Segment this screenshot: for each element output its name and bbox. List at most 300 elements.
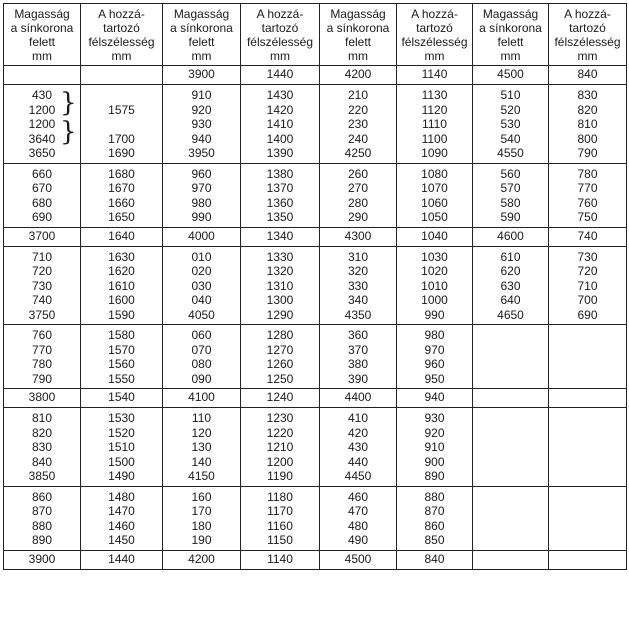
value: 330 — [347, 278, 369, 293]
brace-glyph: } — [60, 88, 77, 118]
height-cell: 4200 — [163, 550, 241, 569]
clearance-cell — [81, 85, 163, 164]
value: 940 — [191, 131, 212, 146]
table-row — [4, 227, 627, 246]
value: 010 — [191, 249, 212, 264]
value: 520 — [500, 102, 521, 117]
value: 610 — [500, 249, 521, 264]
value: 3850 — [28, 469, 56, 483]
value: 460 — [347, 489, 369, 504]
value: 1430 — [266, 88, 294, 102]
value: 1200 — [28, 102, 56, 117]
header-line: mm — [500, 49, 521, 63]
header-line: a sínkorona — [326, 21, 390, 35]
value: 1610 — [108, 278, 135, 293]
header-line: félszélesség — [246, 35, 314, 49]
value: 1480 — [108, 489, 135, 504]
value: 1180 — [267, 489, 293, 504]
value: 830 — [31, 440, 53, 454]
value: 1330 — [266, 249, 294, 264]
height-cell: 4400 — [320, 389, 397, 408]
clearance-cell — [241, 408, 320, 487]
height-cell: 4600 — [473, 227, 549, 246]
value: 130 — [191, 440, 212, 454]
table-row — [4, 246, 627, 325]
value: 1280 — [266, 328, 294, 342]
header-line: A hozzá- — [411, 7, 458, 21]
value: 4550 — [497, 146, 524, 160]
value: 1230 — [266, 411, 294, 425]
clearance-cell: 840 — [397, 550, 473, 569]
value: 1220 — [266, 425, 294, 440]
value: 920 — [424, 425, 445, 440]
clearance-cell: 1340 — [241, 227, 320, 246]
value: 180 — [191, 518, 212, 533]
value: 1360 — [266, 195, 294, 210]
header-line: mm — [111, 49, 132, 63]
value: 1600 — [108, 293, 135, 307]
height-cell: 3700 — [4, 227, 81, 246]
value: 1370 — [266, 181, 294, 195]
value: 370 — [347, 342, 369, 357]
table-row — [4, 486, 627, 550]
value: 320 — [347, 264, 369, 278]
value: 1000 — [421, 293, 448, 307]
value: 960 — [191, 166, 212, 181]
value: 1120 — [421, 102, 448, 117]
height-cell — [473, 550, 549, 569]
value: 1590 — [108, 307, 135, 322]
value: 1660 — [108, 195, 135, 210]
value: 1110 — [422, 117, 447, 131]
header-line: felett — [188, 35, 215, 49]
header-line: mm — [424, 49, 445, 63]
header-clearance — [241, 4, 320, 66]
clearance-cell — [241, 85, 320, 164]
value: 620 — [500, 264, 521, 278]
value: 430 } — [31, 88, 77, 118]
height-cell — [473, 246, 549, 325]
value: 820 — [577, 102, 598, 117]
header-line: a sínkorona — [479, 21, 542, 35]
header-line: a sínkorona — [10, 21, 74, 35]
value: 690 — [577, 307, 598, 322]
height-cell: 4200 — [320, 66, 397, 85]
height-cell — [163, 408, 241, 487]
value: 1490 — [108, 469, 135, 483]
header-line: tartozó — [416, 21, 453, 35]
value: 1550 — [108, 371, 135, 386]
header-clearance — [397, 4, 473, 66]
value: 1650 — [108, 210, 135, 224]
value: 1510 — [108, 440, 135, 454]
header-line: mm — [32, 49, 52, 63]
header-height — [473, 4, 549, 66]
clearance-cell — [241, 325, 320, 389]
clearance-cell — [397, 486, 473, 550]
value: 4050 — [188, 307, 215, 322]
header-line: Magasság — [173, 7, 230, 21]
value: 640 — [500, 293, 521, 307]
value: 4450 — [344, 469, 372, 483]
clearance-cell — [549, 246, 627, 325]
header-height — [4, 4, 81, 66]
value: 730 — [577, 249, 598, 264]
value: 160 — [191, 489, 212, 504]
value: 530 — [500, 117, 521, 131]
header-line: felett — [28, 35, 55, 49]
value: 4350 — [344, 307, 372, 322]
clearance-cell — [81, 486, 163, 550]
value: 1350 — [266, 210, 294, 224]
clearance-cell — [549, 325, 627, 389]
clearance-cell: 1140 — [397, 66, 473, 85]
value: 1460 — [108, 518, 135, 533]
value: 810 — [577, 117, 598, 131]
value: 1400 — [266, 131, 294, 146]
value: 1560 — [108, 357, 135, 371]
header-line: mm — [348, 49, 368, 63]
value: 1450 — [108, 533, 135, 547]
value: 1070 — [421, 181, 448, 195]
header-line: tartozó — [569, 21, 606, 35]
value: 930 — [191, 117, 212, 131]
value: 1150 — [267, 533, 293, 547]
clearance-cell: 1440 — [241, 66, 320, 85]
value: 510 — [500, 88, 521, 102]
value: 1310 — [266, 278, 294, 293]
clearance-cell — [241, 486, 320, 550]
clearance-cell: 940 — [397, 389, 473, 408]
value: 480 — [347, 518, 369, 533]
value: 1620 — [108, 264, 135, 278]
clearance-cell — [81, 325, 163, 389]
clearance-cell: 1440 — [81, 550, 163, 569]
header-line: mm — [577, 49, 598, 63]
value: 970 — [191, 181, 212, 195]
height-cell — [4, 486, 81, 550]
value: 1575 — [108, 102, 135, 117]
clearance-cell — [81, 408, 163, 487]
clearance-cell — [397, 163, 473, 227]
header-line: A hozzá- — [564, 7, 611, 21]
value: 720 — [577, 264, 598, 278]
value: 990 — [424, 307, 445, 322]
value: 680 — [31, 195, 53, 210]
value: 630 — [500, 278, 521, 293]
value: 170 — [191, 504, 212, 518]
value: 980 — [424, 328, 445, 342]
value: 210 — [347, 88, 369, 102]
value: 1050 — [421, 210, 448, 224]
value: 340 — [347, 293, 369, 307]
height-cell — [163, 246, 241, 325]
height-cell — [4, 66, 81, 85]
height-cell — [163, 85, 241, 164]
value: 1390 — [266, 146, 294, 160]
height-cell — [473, 163, 549, 227]
value: 820 — [31, 425, 53, 440]
brace-glyph: } — [60, 117, 77, 147]
height-cell: 4000 — [163, 227, 241, 246]
value: 230 — [347, 117, 369, 131]
value: 1210 — [266, 440, 294, 454]
value: 1030 — [421, 249, 448, 264]
value: 110 — [191, 411, 212, 425]
value: 890 — [31, 533, 53, 547]
clearance-cell — [397, 408, 473, 487]
height-cell — [320, 486, 397, 550]
value: 930 — [424, 411, 445, 425]
value: 570 — [500, 181, 521, 195]
value: 770 — [577, 181, 598, 195]
value: 710 — [577, 278, 598, 293]
value: 540 — [500, 131, 521, 146]
value: 1250 — [266, 371, 294, 386]
clearance-cell — [549, 389, 627, 408]
height-cell — [163, 325, 241, 389]
header-line: tartozó — [261, 21, 299, 35]
height-cell: 4300 — [320, 227, 397, 246]
value: 270 — [347, 181, 369, 195]
value: 770 — [31, 342, 53, 357]
value: 190 — [191, 533, 212, 547]
height-cell — [320, 246, 397, 325]
table-row — [4, 550, 627, 569]
value: 360 — [347, 328, 369, 342]
value: 020 — [191, 264, 212, 278]
value: 430 — [347, 440, 369, 454]
value: 1090 — [421, 146, 448, 160]
value: 1160 — [267, 518, 293, 533]
height-cell — [4, 325, 81, 389]
value: 780 — [31, 357, 53, 371]
value: 750 — [577, 210, 598, 224]
value: 060 — [191, 328, 212, 342]
clearance-cell: 1140 — [241, 550, 320, 569]
clearance-cell — [397, 246, 473, 325]
header-line: tartozó — [103, 21, 140, 35]
value: 1300 — [266, 293, 294, 307]
value: 120 — [191, 425, 212, 440]
value: 1530 — [108, 411, 135, 425]
header-height — [320, 4, 397, 66]
clearance-cell — [549, 486, 627, 550]
header-line: a sínkorona — [170, 21, 233, 35]
value: 1020 — [421, 264, 448, 278]
table-row — [4, 325, 627, 389]
value: 1700 — [108, 131, 135, 146]
value: 860 — [424, 518, 445, 533]
value: 090 — [191, 371, 212, 386]
height-cell: 4100 — [163, 389, 241, 408]
value: 1580 — [108, 328, 135, 342]
value: 490 — [347, 533, 369, 547]
header-line: félszélesség — [88, 35, 155, 49]
clearance-cell — [241, 163, 320, 227]
value: 1690 — [108, 146, 135, 160]
value: 280 — [347, 195, 369, 210]
header-clearance — [81, 4, 163, 66]
value: 670 — [31, 181, 53, 195]
value: 960 — [424, 357, 445, 371]
value: 880 — [424, 489, 445, 504]
value: 810 — [31, 411, 53, 425]
value: 3750 — [28, 307, 56, 322]
value: 420 — [347, 425, 369, 440]
value: 1260 — [266, 357, 294, 371]
value: 690 — [31, 210, 53, 224]
clearance-cell — [549, 163, 627, 227]
value: 800 — [577, 131, 598, 146]
clearance-cell — [81, 163, 163, 227]
height-cell — [163, 163, 241, 227]
height-cell — [4, 85, 81, 164]
value: 970 — [424, 342, 445, 357]
value: 1670 — [108, 181, 135, 195]
value: 1200 } — [28, 117, 77, 147]
height-cell — [320, 408, 397, 487]
value: 470 — [347, 504, 369, 518]
height-cell: 4500 — [473, 66, 549, 85]
header-line: félszélesség — [401, 35, 468, 49]
value: 890 — [424, 469, 445, 483]
value: 040 — [191, 293, 212, 307]
value: 920 — [191, 102, 212, 117]
value: 1500 — [108, 454, 135, 469]
clearance-cell — [549, 408, 627, 487]
value: 390 — [347, 371, 369, 386]
clearance-cell — [549, 550, 627, 569]
value: 830 — [577, 88, 598, 102]
value: 310 — [347, 249, 369, 264]
header-line: mm — [270, 49, 290, 63]
height-cell — [4, 408, 81, 487]
value: 1170 — [267, 504, 293, 518]
table-row — [4, 85, 627, 164]
value: 740 — [31, 293, 53, 307]
value: 660 — [31, 166, 53, 181]
table-row — [4, 389, 627, 408]
value: 1010 — [421, 278, 448, 293]
header-line: félszélesség — [554, 35, 621, 49]
header-line: Magasság — [482, 7, 539, 21]
value: 410 — [347, 411, 369, 425]
value: 840 — [31, 454, 53, 469]
value: 790 — [31, 371, 53, 386]
header-line: felett — [344, 35, 371, 49]
value: 1380 — [266, 166, 294, 181]
value: 1200 — [266, 454, 294, 469]
value: 1100 — [421, 131, 448, 146]
value: 140 — [191, 454, 212, 469]
value: 240 — [347, 131, 369, 146]
value: 4250 — [344, 146, 372, 160]
value: 790 — [577, 146, 598, 160]
value: 030 — [191, 278, 212, 293]
height-cell — [473, 486, 549, 550]
value: 1190 — [267, 469, 293, 483]
clearance-cell — [81, 66, 163, 85]
clearance-cell: 840 — [549, 66, 627, 85]
value: 1570 — [108, 342, 135, 357]
value: 980 — [191, 195, 212, 210]
value: 990 — [191, 210, 212, 224]
value: 720 — [31, 264, 53, 278]
height-cell: 3800 — [4, 389, 81, 408]
value: 1520 — [108, 425, 135, 440]
height-cell — [473, 325, 549, 389]
value: 710 — [31, 249, 53, 264]
height-cell: 3900 — [163, 66, 241, 85]
table-row — [4, 408, 627, 487]
clearance-table — [3, 3, 627, 570]
header-line: mm — [191, 49, 212, 63]
height-cell — [4, 246, 81, 325]
clearance-cell: 1040 — [397, 227, 473, 246]
value: 1130 — [421, 88, 448, 102]
value: 900 — [424, 454, 445, 469]
value: 850 — [424, 533, 445, 547]
value: 1080 — [421, 166, 448, 181]
value: 590 — [500, 210, 521, 224]
value: 1290 — [266, 307, 294, 322]
table-body — [4, 66, 627, 570]
clearance-cell — [397, 85, 473, 164]
value: 3650 — [28, 146, 56, 160]
value: 870 — [424, 504, 445, 518]
value: 1630 — [108, 249, 135, 264]
value: 860 — [31, 489, 53, 504]
value: 560 — [500, 166, 521, 181]
height-cell — [473, 389, 549, 408]
value: 260 — [347, 166, 369, 181]
table-row — [4, 66, 627, 85]
value: 910 — [191, 88, 212, 102]
header-line: A hozzá- — [256, 7, 304, 21]
value: 1410 — [266, 117, 294, 131]
header-row — [4, 4, 627, 66]
header-line: Magasság — [14, 7, 70, 21]
height-cell — [320, 85, 397, 164]
clearance-cell: 1540 — [81, 389, 163, 408]
value: 1270 — [266, 342, 294, 357]
value: 950 — [424, 371, 445, 386]
value: 760 — [31, 328, 53, 342]
height-cell — [473, 85, 549, 164]
value: 580 — [500, 195, 521, 210]
clearance-cell — [81, 246, 163, 325]
value: 380 — [347, 357, 369, 371]
height-cell — [320, 325, 397, 389]
height-cell: 3900 — [4, 550, 81, 569]
height-cell — [4, 163, 81, 227]
header-height — [163, 4, 241, 66]
value: 070 — [191, 342, 212, 357]
header-clearance — [549, 4, 627, 66]
height-cell — [473, 408, 549, 487]
height-cell: 4500 — [320, 550, 397, 569]
value: 730 — [31, 278, 53, 293]
clearance-cell — [241, 246, 320, 325]
clearance-cell — [549, 85, 627, 164]
value: 3640 — [28, 131, 56, 146]
value: 1680 — [108, 166, 135, 181]
value: 780 — [577, 166, 598, 181]
value: 1320 — [266, 264, 294, 278]
value: 1470 — [108, 504, 135, 518]
header-line: Magasság — [330, 7, 386, 21]
